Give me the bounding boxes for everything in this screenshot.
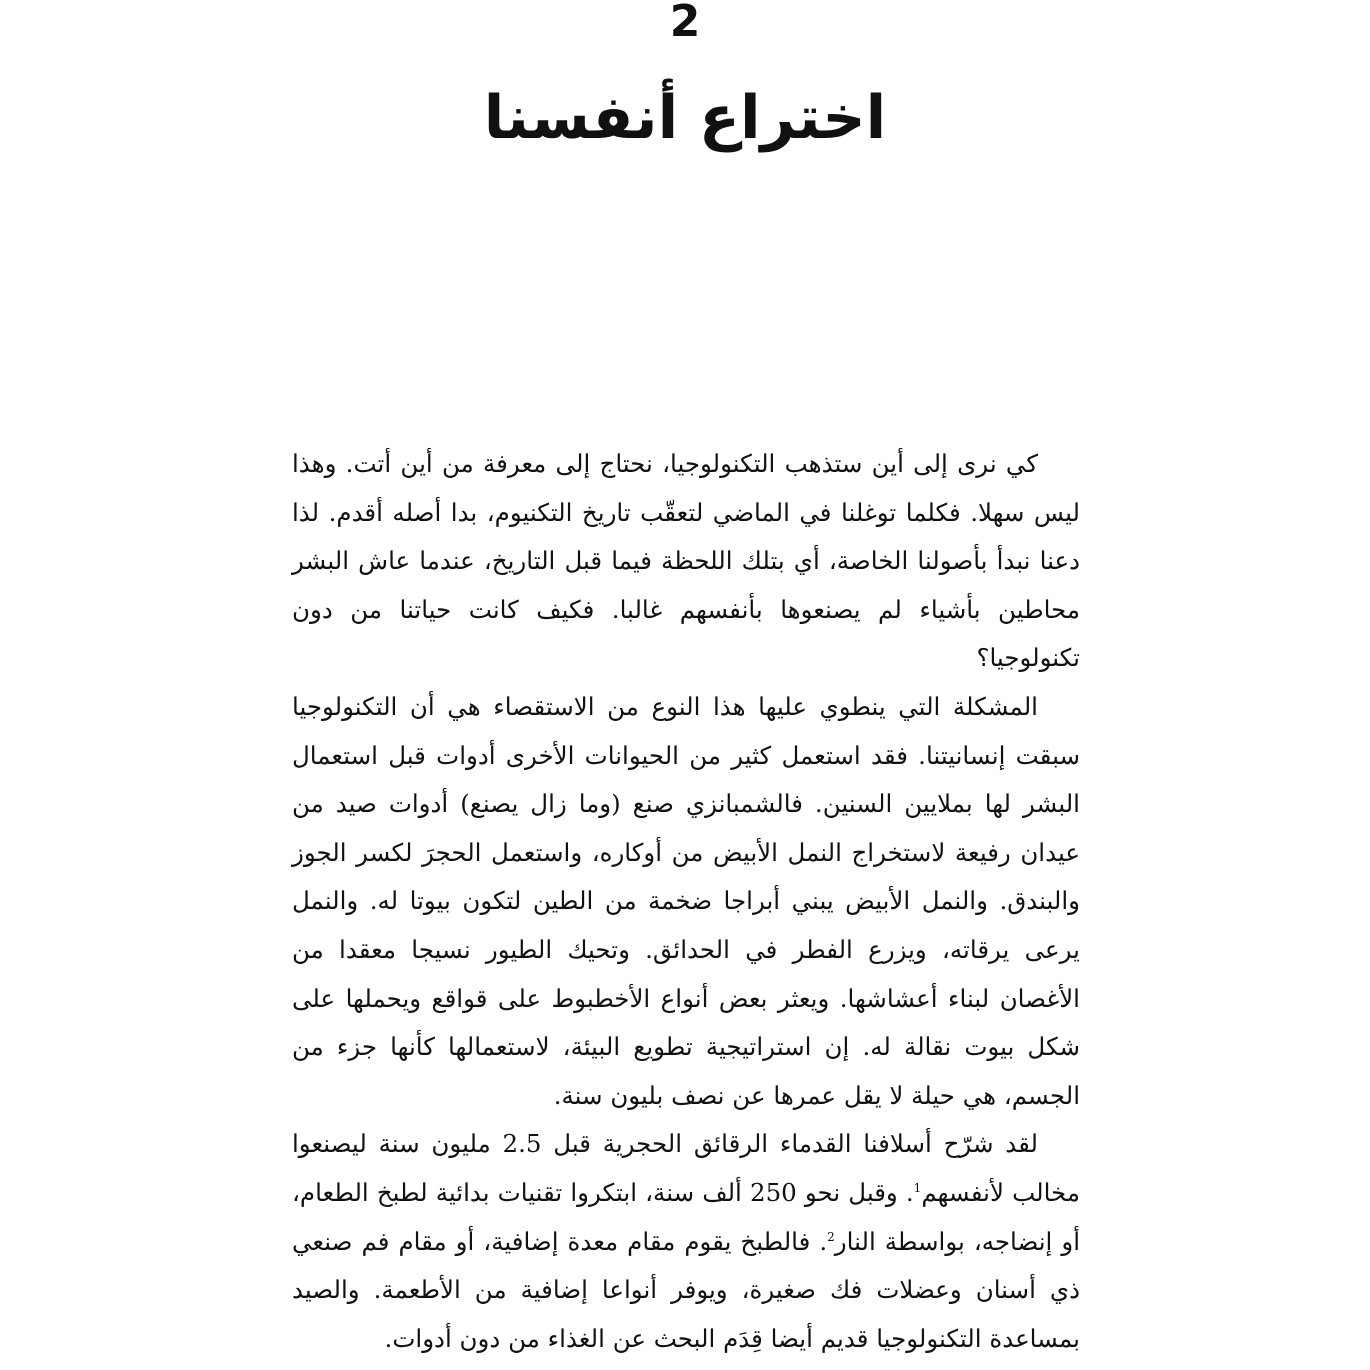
body-text (292, 440, 1080, 1363)
footnote-ref-2[interactable]: 2 (827, 1229, 835, 1244)
paragraph-3-text-c: . فالطبخ يقوم مقام معدة إضافية، أو مقام فم صنعي ذي أسنان وعضلات فك صغيرة، ويوفر أنواعا إضافية من الأطعمة. والصيد بمساعدة التكنولوجيا قديم أيضا قِدَم البحث عن الغذاء من دون أدوات. (292, 1226, 1080, 1353)
paragraph-3-text-b: . وقبل نحو 250 ألف سنة، ابتكروا تقنيات بدائية لطبخ الطعام، أو إنضاجه، بواسطة النار (292, 1177, 1081, 1256)
footnote-ref-1[interactable]: 1 (913, 1180, 922, 1195)
paragraph-3-text-a: لقد شرّح أسلافنا القدماء الرقائق الحجرية قبل 2.5 مليون سنة ليصنعوا مخالب لأنفسهم (292, 1129, 1080, 1207)
paragraph-1: كي نرى إلى أين ستذهب التكنولوجيا، نحتاج إلى معرفة من أين أتت. وهذا ليس سهلا. فكلما توغلنا في الماضي لتعقّب تاريخ التكنيوم، بدا أصله أقدم. لذا دعنا نبدأ بأصولنا الخاصة، أي بتلك اللحظة فيما قبل التاريخ، عندما عاش البشر محاطين بأشياء لم يصنعوها بأنفسهم غالبا. فكيف كانت حياتنا من دون تكنولوجيا؟ (292, 449, 1080, 673)
paragraph-2: المشكلة التي ينطوي عليها هذا النوع من الاستقصاء هي أن التكنولوجيا سبقت إنسانيتنا. فقد استعمل كثير من الحيوانات الأخرى أدوات قبل استعمال البشر لها بملايين السنين. فالشمبانزي صنع (وما زال يصنع) أدوات صيد من عيدان رفيعة لاستخراج النمل الأبيض من أوكاره، واستعمل الحجرَ لكسر الجوز والبندق. والنمل الأبيض يبني أبراجا ضخمة من الطين لتكون بيوتا له. والنمل يرعى يرقاته، ويزرع الفطر في الحدائق. وتحيك الطيور نسيجا معقدا من الأغصان لبناء أعشاشها. ويعثر بعض أنواع الأخطبوط على قواقع ويحملها على شكل بيوت نقالة له. إن استراتيجية تطويع البيئة، لاستعمالها كأنها جزء من الجسم، هي حيلة لا يقل عمرها عن نصف بليون سنة. (292, 691, 1080, 1110)
chapter-title: اختراع أنفسنا (483, 83, 887, 153)
chapter-number: 2 (669, 0, 701, 47)
paragraph-3 (292, 1120, 1080, 1363)
